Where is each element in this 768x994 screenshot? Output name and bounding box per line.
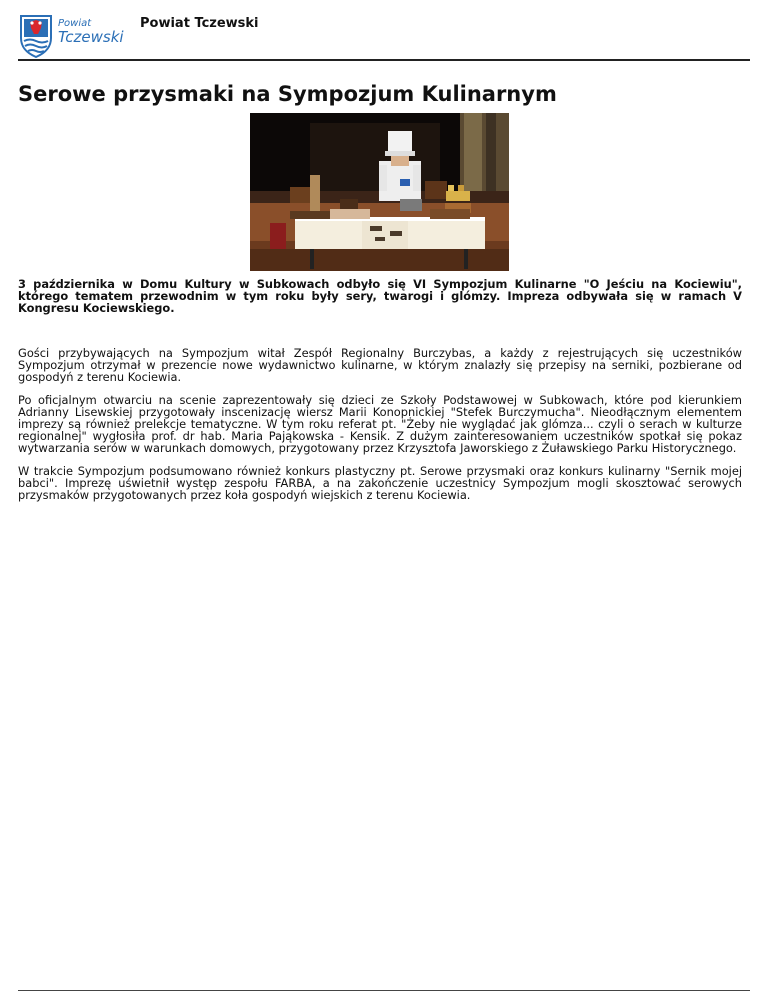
footer-divider — [18, 990, 750, 991]
coat-of-arms-icon — [18, 14, 54, 58]
powiat-logo[interactable] — [18, 14, 124, 58]
article-paragraph: W trakcie Sympozjum podsumowano również konkurs plastyczny pt. Serowe przysmaki oraz konkurs kulinarny "Sernik mojej babci". Imprezę uświetnił występ zespołu FARBA, a na zakończenie uczestnicy Sympozjum mogli skosztować serowych przysmaków przygotowanych przez koła gospodyń wiejskich z terenu Kociewia. — [18, 464, 742, 502]
page-header — [18, 12, 750, 60]
article-body — [18, 347, 742, 512]
cooking-demonstration-photo-icon — [250, 113, 509, 271]
logo-text — [58, 19, 124, 45]
header-divider — [18, 59, 750, 61]
logo-line2: Tczewski — [58, 28, 124, 46]
page-title: Serowe przysmaki na Sympozjum Kulinarnym — [18, 82, 557, 106]
article-photo — [250, 113, 509, 271]
article-paragraph: Gości przybywających na Sympozjum witał Zespół Regionalny Burczybas, a każdy z rejestrujących się uczestników Sympozjum otrzymał w prezencie nowe wydawnictwo kulinarne, w którym znalazły się przepisy na serniki, pozbierane od gospodyń z terenu Kociewia. — [18, 346, 742, 384]
site-name: Powiat Tczewski — [140, 16, 259, 31]
article-paragraph: Po oficjalnym otwarciu na scenie zaprezentowały się dzieci ze Szkoły Podstawowej w Subkowach, które pod kierunkiem Adrianny Lisewskiej przygotowały inscenizację wiersz Marii Konopnickiej "Stefek Burczymucha". Nieodłącznym elementem imprezy są również prelekcje tematyczne. W tym roku referat pt. "Żeby nie wyglądać jak glómza... czyli o serach w kulturze regionalnej" wygłosiła prof. dr hab. Maria Pająkowska - Kensik. Z dużym zainteresowaniem uczestników spotkał się pokaz wytwarzania serów w warunkach domowych, przygotowany przez Krzysztofa Jaworskiego z Żuławskiego Parku Historycznego. — [18, 393, 742, 455]
logo-line1: Powiat — [58, 18, 92, 29]
article-lead: 3 października w Domu Kultury w Subkowach odbyło się VI Sympozjum Kulinarne "O Jeściu na Kociewiu", którego tematem przewodnim w tym roku były sery, twarogi i glómzy. Impreza odbywała się w ramach V Kongresu Kociewskiego. — [18, 277, 742, 315]
